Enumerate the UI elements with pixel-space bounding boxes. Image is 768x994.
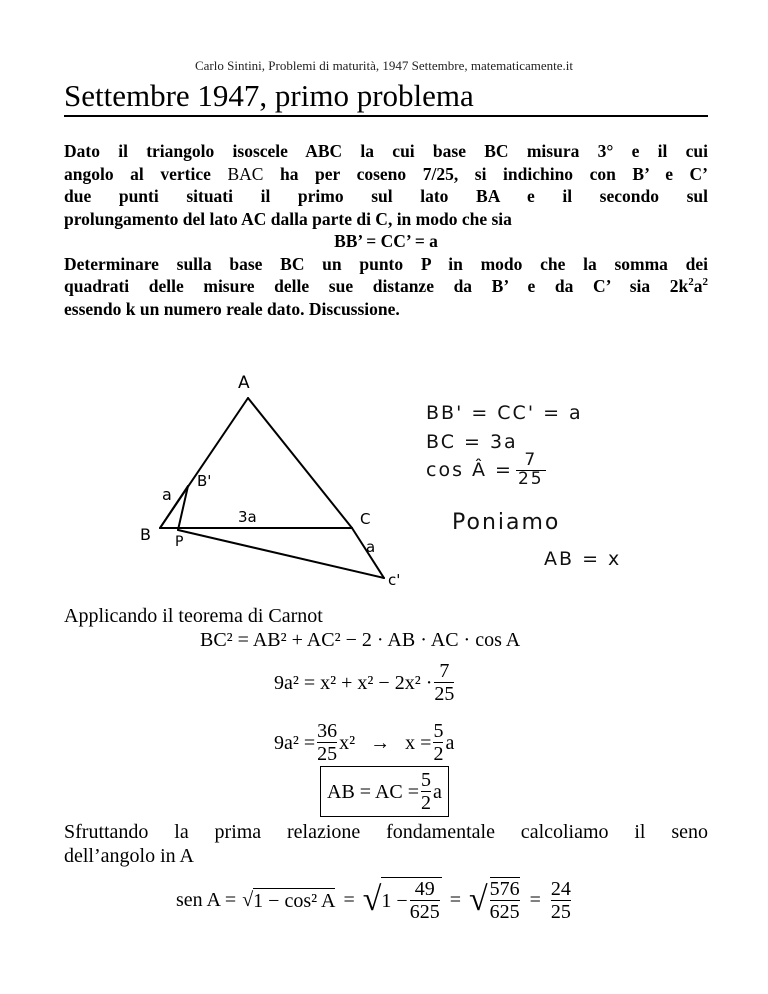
note-cos-left: cos Â = bbox=[426, 459, 513, 482]
eq2-den: 25 bbox=[434, 683, 455, 705]
problem-statement bbox=[64, 140, 708, 320]
eq3-left: 9a² = bbox=[274, 731, 316, 754]
eq3-mid: x² → x = bbox=[339, 731, 432, 754]
angle-bac: BAC bbox=[227, 163, 264, 184]
seno-intro-2: dell’angolo in A bbox=[64, 845, 194, 867]
eq3-num2: 5 bbox=[433, 720, 444, 742]
problem-line-5: BB’ = CC’ = a bbox=[334, 231, 438, 251]
note-ab-x: AB = x bbox=[544, 548, 622, 570]
note-cos bbox=[426, 452, 549, 489]
carnot-intro: Applicando il teorema di Carnot bbox=[64, 605, 323, 627]
side-a-label-1: a bbox=[162, 485, 172, 504]
sen-res-num: 24 bbox=[550, 877, 571, 900]
eq2-num: 7 bbox=[439, 660, 450, 682]
vertex-a-label: A bbox=[238, 373, 250, 393]
vertex-b-label: B bbox=[140, 525, 151, 544]
vertex-c1-label: c' bbox=[388, 571, 401, 589]
sen-left: sen A = bbox=[176, 889, 237, 911]
eq3-num: 36 bbox=[317, 720, 338, 742]
sen-rad2-pre: 1 − bbox=[381, 889, 408, 912]
box-num: 5 bbox=[421, 769, 432, 791]
vertex-b1-label: B' bbox=[197, 472, 212, 490]
problem-line-2a: angolo al vertice bbox=[64, 163, 228, 184]
point-p-label: P bbox=[175, 534, 184, 550]
note-bb-cc: BB' = CC' = a bbox=[426, 402, 583, 424]
eq3-right: a bbox=[445, 731, 455, 754]
box-right: a bbox=[433, 780, 442, 803]
sine-equation: sen A = √ 1 − cos² A = √ 1 − $\frac{49}{625}$ = √ $\frac{576}{625}$ = $\frac{24}{25}$ bbox=[176, 877, 571, 923]
seno-intro-1: Sfruttando la prima relazione fondamentale calcoliamo il seno bbox=[64, 821, 708, 843]
eq3-den: 25 bbox=[317, 743, 338, 765]
equation-3 bbox=[274, 720, 454, 765]
problem-line-6: Determinare sulla base BC un punto P in modo che la somma dei bbox=[64, 253, 708, 274]
sen-eq2: = bbox=[449, 889, 461, 911]
problem-line-7b: a bbox=[693, 276, 703, 296]
box-left: AB = AC = bbox=[327, 780, 420, 803]
sen-rad3-den: 625 bbox=[489, 901, 520, 923]
problem-line-7: quadrati delle misure delle sue distanze da B’ e da C’ sia $2k^2a^2$ bbox=[64, 276, 708, 296]
problem-line-3: due punti situati il primo sul lato BA e il secondo sul bbox=[64, 186, 708, 206]
vertex-c-label: C bbox=[360, 510, 371, 528]
eq2-left: 9a² = x² + x² − 2x² · bbox=[274, 671, 433, 694]
note-poniamo: Poniamo bbox=[452, 510, 561, 535]
box-den: 2 bbox=[421, 792, 432, 814]
note-cos-num: 7 bbox=[524, 450, 538, 470]
sen-rad3-num: 576 bbox=[489, 878, 520, 900]
carnot-equation bbox=[200, 628, 520, 652]
problem-line-7a: quadrati delle misure delle sue distanze da B’ e da C’ sia 2k bbox=[64, 276, 689, 296]
sen-rad2-num: 49 bbox=[414, 878, 435, 900]
problem-line-4: prolungamento del lato AC dalla parte di C, in modo che sia bbox=[64, 208, 512, 229]
sen-eq1: = bbox=[343, 889, 355, 911]
eq3-den2: 2 bbox=[433, 743, 444, 765]
note-cos-den: 25 bbox=[517, 468, 544, 489]
problem-line-2c: ha per coseno 7/25, si indichino con B’ e C’ bbox=[263, 163, 709, 184]
problem-line-2 bbox=[64, 163, 708, 186]
equation-2 bbox=[274, 660, 456, 705]
sen-rad1: 1 − cos² A bbox=[253, 889, 336, 912]
problem-line-1: Dato il triangolo isoscele ABC la cui base BC misura 3° e il cui bbox=[64, 141, 708, 161]
note-bc: BC = 3a bbox=[426, 431, 518, 453]
result-box bbox=[320, 766, 449, 817]
carnot-formula: BC² = AB² + AC² − 2 · AB · AC · cos A bbox=[200, 629, 521, 651]
sen-eq3: = bbox=[529, 889, 541, 911]
side-a-label-2: a bbox=[366, 538, 376, 556]
page-title: Settembre 1947, primo problema bbox=[64, 78, 708, 117]
page-header: Carlo Sintini, Problemi di maturità, 1947 Settembre, matematicamente.it bbox=[194, 58, 573, 73]
sen-res-den: 25 bbox=[550, 900, 571, 923]
side-3a-label: 3a bbox=[238, 508, 257, 526]
sen-rad2-den: 625 bbox=[409, 901, 440, 923]
problem-line-8: essendo k un numero reale dato. Discussione. bbox=[64, 298, 400, 319]
